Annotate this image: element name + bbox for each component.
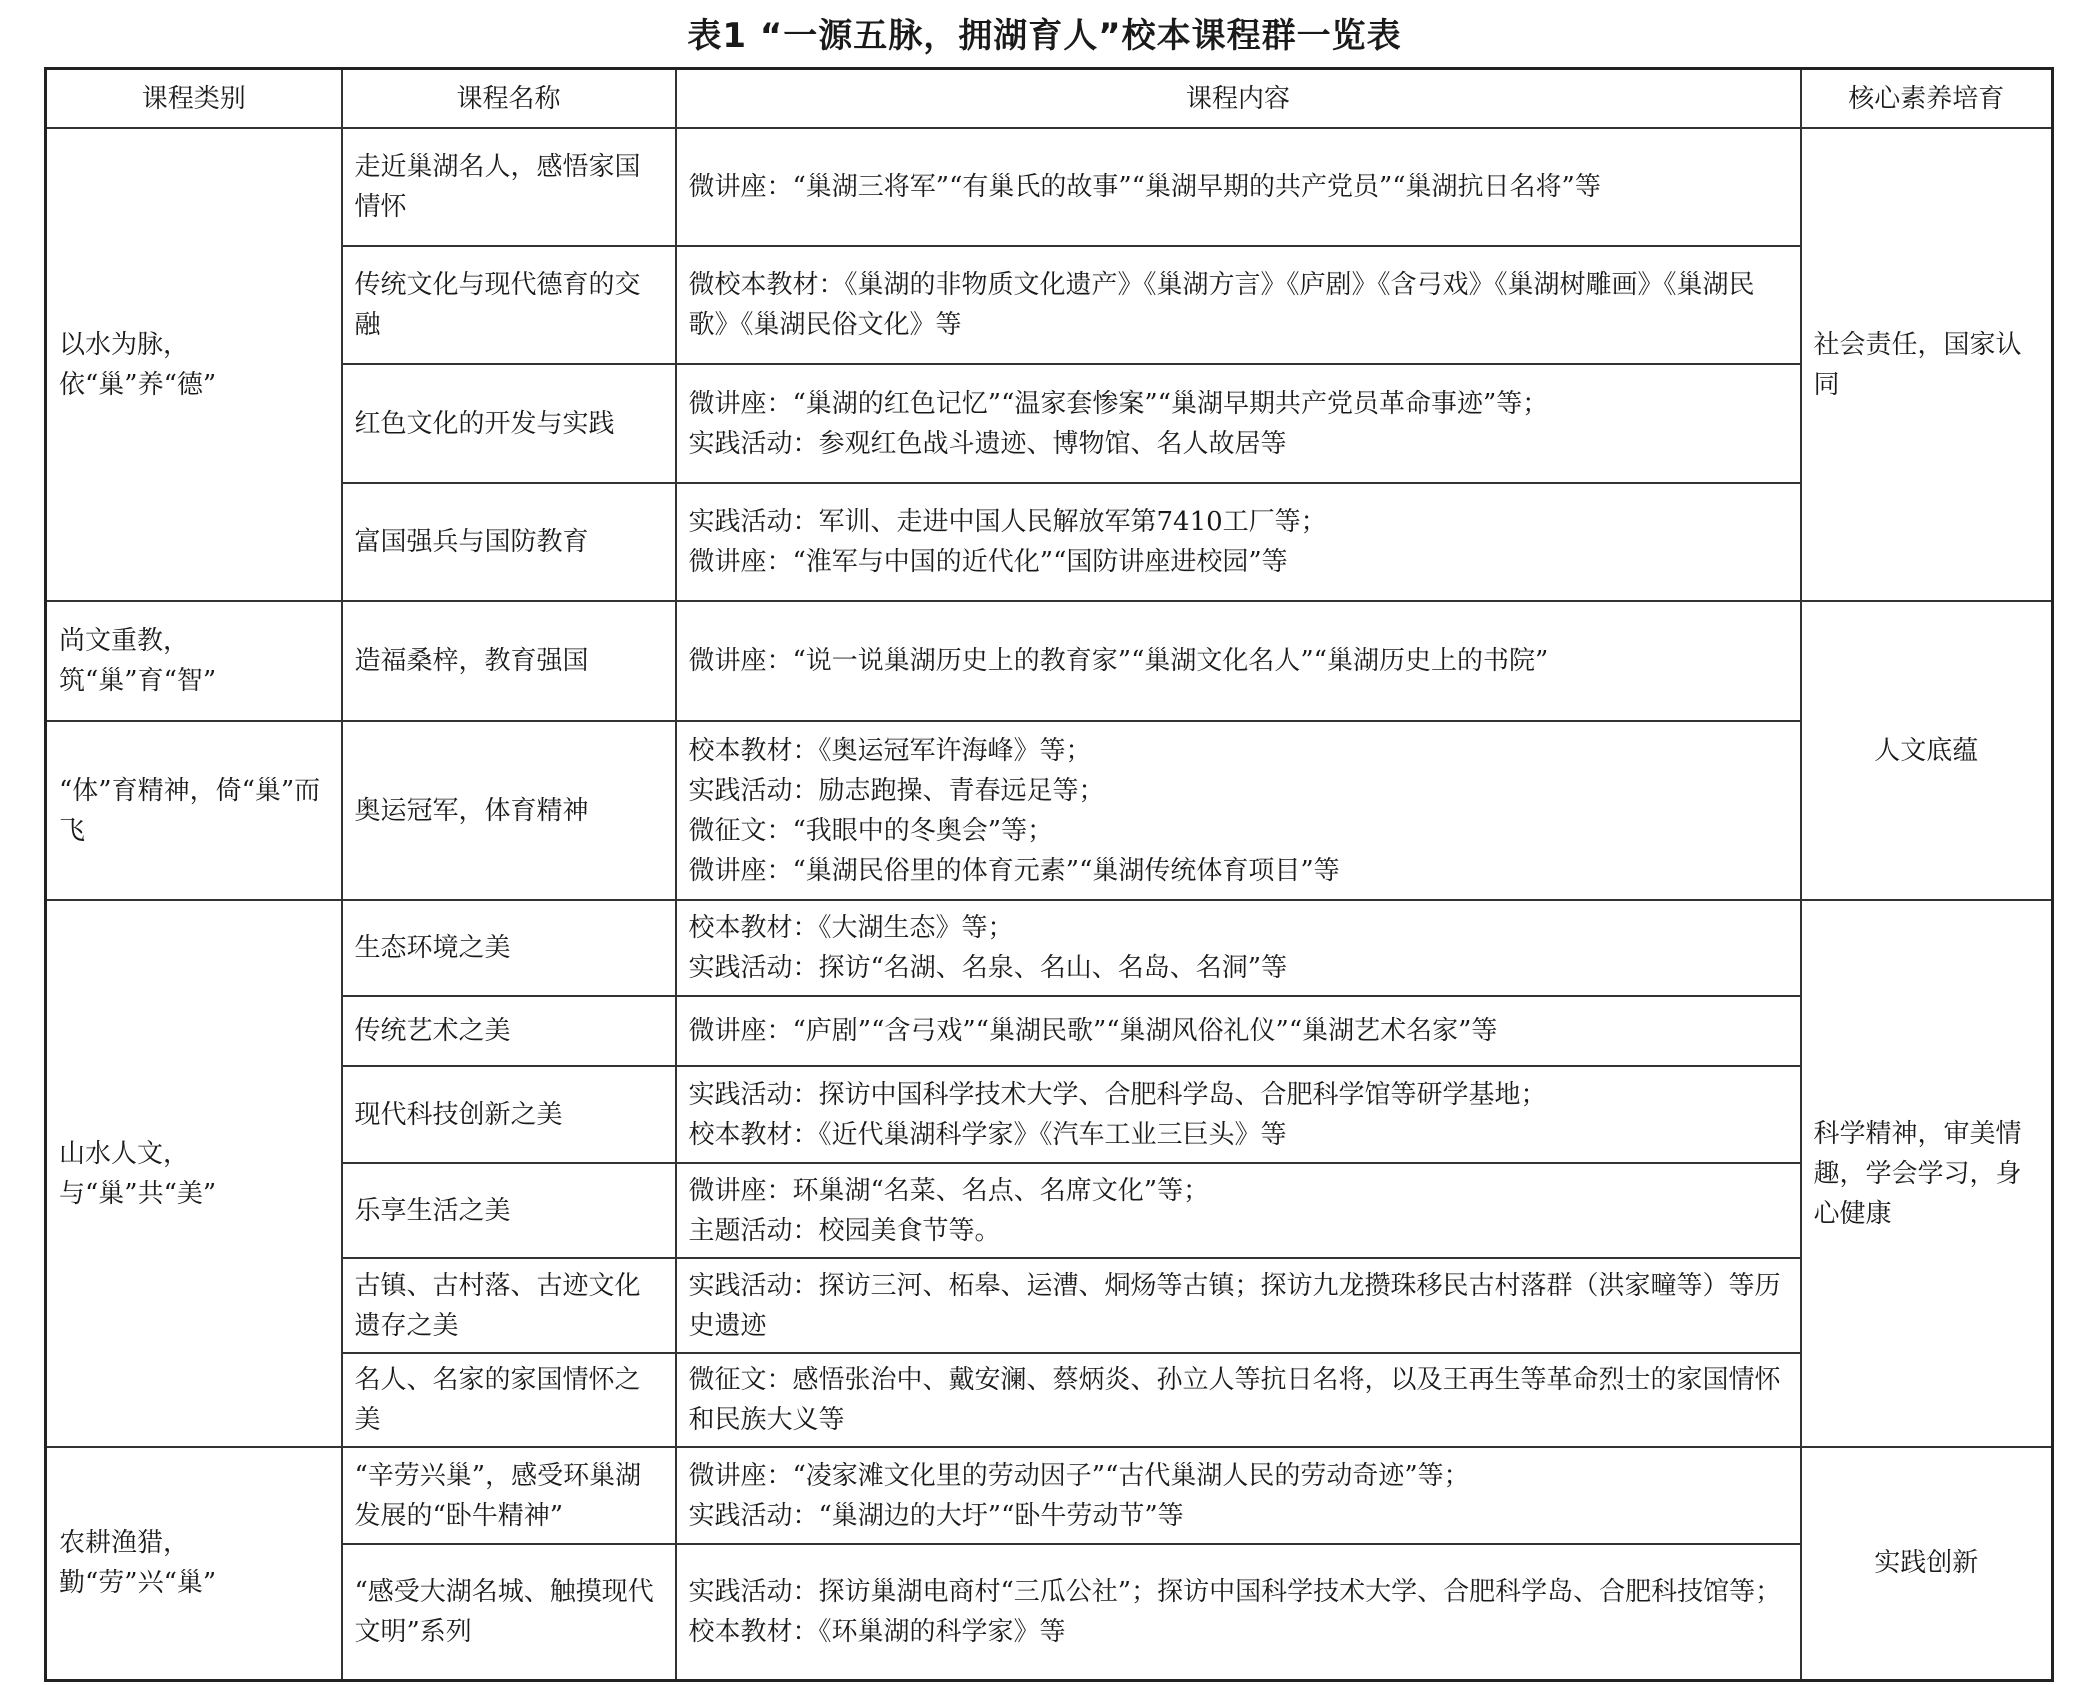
course-name-cell: 现代科技创新之美	[342, 1066, 676, 1163]
course-name-cell: 名人、名家的家国情怀之美	[342, 1353, 676, 1447]
course-content-cell: 实践活动：探访巢湖电商村“三瓜公社”；探访中国科学技术大学、合肥科学岛、合肥科技馆等； 校本教材：《环巢湖的科学家》等	[676, 1544, 1801, 1680]
course-content-cell: 微讲座：“庐剧”“含弓戏”“巢湖民歌”“巢湖风俗礼仪”“巢湖艺术名家”等	[676, 996, 1801, 1066]
course-content-cell: 实践活动：军训、走进中国人民解放军第7410工厂等； 微讲座：“淮军与中国的近代化”“国防讲座进校园”等	[676, 483, 1801, 601]
course-name-cell: 红色文化的开发与实践	[342, 364, 676, 483]
table-row	[46, 246, 2053, 364]
course-content-cell: 实践活动：探访中国科学技术大学、合肥科学岛、合肥科学馆等研学基地； 校本教材：《近代巢湖科学家》《汽车工业三巨头》等	[676, 1066, 1801, 1163]
core-literacy-cell: 人文底蕴	[1801, 601, 2053, 900]
course-content-cell: 微征文：感悟张治中、戴安澜、蔡炳炎、孙立人等抗日名将，以及王再生等革命烈士的家国情怀和民族大义等	[676, 1353, 1801, 1447]
course-name-cell: 奥运冠军，体育精神	[342, 721, 676, 900]
header-course-content: 课程内容	[676, 69, 1801, 129]
table-row	[46, 1544, 2053, 1680]
course-content-cell: 微讲座：“巢湖三将军”“有巢氏的故事”“巢湖早期的共产党员”“巢湖抗日名将”等	[676, 128, 1801, 246]
table-row	[46, 1258, 2053, 1353]
table-row	[46, 996, 2053, 1066]
course-table	[44, 67, 2054, 1682]
course-name-cell: 乐享生活之美	[342, 1163, 676, 1258]
category-cell: 山水人文，与“巢”共“美”	[46, 900, 342, 1447]
table-row	[46, 1353, 2053, 1447]
course-content-cell: 校本教材：《奥运冠军许海峰》等； 实践活动：励志跑操、青春远足等； 微征文：“我眼中的冬奥会”等； 微讲座：“巢湖民俗里的体育元素”“巢湖传统体育项目”等	[676, 721, 1801, 900]
core-literacy-cell: 实践创新	[1801, 1447, 2053, 1680]
header-core-literacy: 核心素养培育	[1801, 69, 2053, 129]
header-category: 课程类别	[46, 69, 342, 129]
course-content-cell: 微校本教材：《巢湖的非物质文化遗产》《巢湖方言》《庐剧》《含弓戏》《巢湖树雕画》《巢湖民歌》《巢湖民俗文化》等	[676, 246, 1801, 364]
course-content-cell: 实践活动：探访三河、柘皋、运漕、烔炀等古镇；探访九龙攒珠移民古村落群（洪家疃等）等历史遗迹	[676, 1258, 1801, 1353]
category-cell: 尚文重教，筑“巢”育“智”	[46, 601, 342, 721]
course-name-cell: 传统文化与现代德育的交融	[342, 246, 676, 364]
table-row	[46, 128, 2053, 246]
course-content-cell: 校本教材：《大湖生态》等； 实践活动：探访“名湖、名泉、名山、名岛、名洞”等	[676, 900, 1801, 996]
category-cell: 农耕渔猎，勤“劳”兴“巢”	[46, 1447, 342, 1680]
course-name-cell: 走近巢湖名人，感悟家国情怀	[342, 128, 676, 246]
table-row	[46, 364, 2053, 483]
table-row	[46, 1066, 2053, 1163]
course-content-cell: 微讲座：“凌家滩文化里的劳动因子”“古代巢湖人民的劳动奇迹”等； 实践活动：“巢湖边的大圩”“卧牛劳动节”等	[676, 1447, 1801, 1544]
table-row	[46, 483, 2053, 601]
table-row	[46, 721, 2053, 900]
table-row	[46, 601, 2053, 721]
table-row	[46, 1447, 2053, 1544]
course-name-cell: 传统艺术之美	[342, 996, 676, 1066]
core-literacy-cell: 社会责任，国家认同	[1801, 128, 2053, 601]
course-content-cell: 微讲座：环巢湖“名菜、名点、名席文化”等； 主题活动：校园美食节等。	[676, 1163, 1801, 1258]
course-name-cell: 造福桑梓，教育强国	[342, 601, 676, 721]
course-name-cell: 古镇、古村落、古迹文化遗存之美	[342, 1258, 676, 1353]
course-name-cell: 生态环境之美	[342, 900, 676, 996]
table-header-row	[46, 69, 2053, 129]
course-content-cell: 微讲座：“说一说巢湖历史上的教育家”“巢湖文化名人”“巢湖历史上的书院”	[676, 601, 1801, 721]
table-title: 表1 “一源五脉，拥湖育人”校本课程群一览表	[687, 16, 1402, 56]
category-cell: “体”育精神，倚“巢”而飞	[46, 721, 342, 900]
course-name-cell: “感受大湖名城、触摸现代文明”系列	[342, 1544, 676, 1680]
category-cell: 以水为脉，依“巢”养“德”	[46, 128, 342, 601]
course-name-cell: “辛劳兴巢”，感受环巢湖发展的“卧牛精神”	[342, 1447, 676, 1544]
course-content-cell: 微讲座：“巢湖的红色记忆”“温家套惨案”“巢湖早期共产党员革命事迹”等； 实践活动：参观红色战斗遗迹、博物馆、名人故居等	[676, 364, 1801, 483]
core-literacy-cell: 科学精神，审美情趣，学会学习，身心健康	[1801, 900, 2053, 1447]
table-row	[46, 1163, 2053, 1258]
table-row	[46, 900, 2053, 996]
header-course-name: 课程名称	[342, 69, 676, 129]
course-name-cell: 富国强兵与国防教育	[342, 483, 676, 601]
